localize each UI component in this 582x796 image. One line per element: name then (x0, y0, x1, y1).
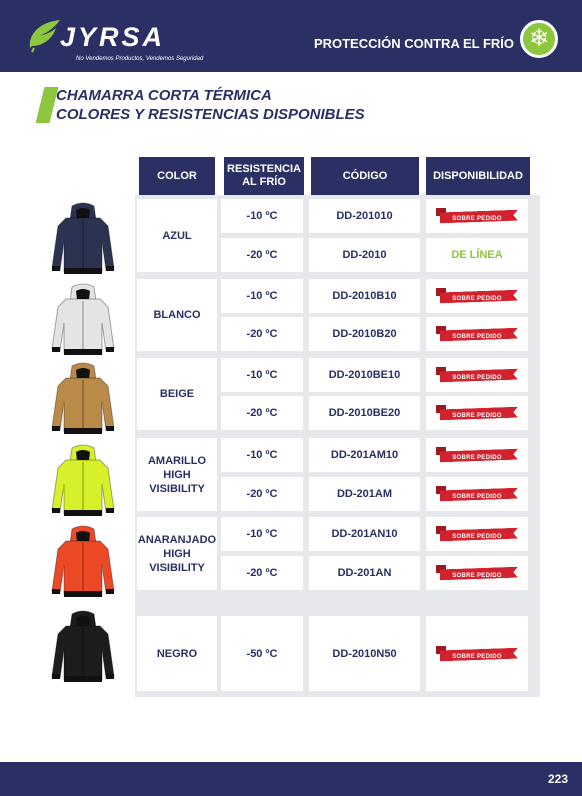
resistance-cell: -10 ºC (221, 438, 303, 472)
on-order-badge (436, 288, 518, 304)
column-header-color: COLOR (139, 157, 215, 195)
on-order-badge (436, 565, 518, 581)
code-cell: DD-2010BE20 (309, 396, 420, 430)
jacket-image (48, 610, 118, 686)
availability-cell (426, 517, 528, 551)
on-order-badge (436, 326, 518, 342)
jacket-image (48, 283, 118, 359)
section-title: PROTECCIÓN CONTRA EL FRÍO (313, 36, 514, 51)
color-cell: AZUL (137, 199, 217, 272)
resistance-cell: -10 ºC (221, 199, 303, 233)
resistance-cell: -50 ºC (221, 616, 303, 691)
color-cell: ANARANJADO HIGH VISIBILITY (137, 517, 217, 590)
resistance-cell: -20 ºC (221, 477, 303, 511)
resistance-cell: -20 ºC (221, 238, 303, 272)
availability-cell (426, 438, 528, 472)
badge-label: SOBRE PEDIDO (452, 216, 502, 222)
badge-label: SOBRE PEDIDO (452, 375, 502, 381)
column-header-availability: DISPONIBILIDAD (426, 157, 530, 195)
color-cell: AMARILLO HIGH VISIBILITY (137, 438, 217, 511)
code-cell: DD-2010 (309, 238, 420, 272)
jacket-image (48, 362, 118, 438)
page-footer (0, 762, 582, 796)
on-order-badge (436, 405, 518, 421)
jacket-image (48, 444, 118, 520)
code-cell: DD-201AN (309, 556, 420, 590)
resistance-cell: -20 ºC (221, 317, 303, 351)
badge-label: SOBRE PEDIDO (452, 494, 502, 500)
badge-label: SOBRE PEDIDO (452, 334, 502, 340)
code-cell: DD-201AN10 (309, 517, 420, 551)
code-cell: DD-2010BE10 (309, 358, 420, 392)
availability-cell (426, 317, 528, 351)
page-header (0, 0, 582, 72)
code-cell: DD-201AM10 (309, 438, 420, 472)
brand-slogan: No Vendemos Productos, Vendemos Seguridad (76, 56, 204, 62)
page-title (56, 86, 365, 124)
availability-cell (426, 556, 528, 590)
badge-label: SOBRE PEDIDO (452, 573, 502, 579)
jacket-image (48, 525, 118, 601)
code-cell: DD-201010 (309, 199, 420, 233)
resistance-cell: -10 ºC (221, 279, 303, 313)
badge-label: SOBRE PEDIDO (452, 296, 502, 302)
column-header-code: CÓDIGO (311, 157, 419, 195)
color-cell: BEIGE (137, 358, 217, 430)
code-cell: DD-2010N50 (309, 616, 420, 691)
availability-cell (426, 279, 528, 313)
color-cell: BLANCO (137, 279, 217, 351)
jacket-image (48, 202, 118, 278)
on-order-badge (436, 447, 518, 463)
on-order-badge (436, 367, 518, 383)
title-line-2: COLORES Y RESISTENCIAS DISPONIBLES (56, 106, 365, 123)
color-cell: NEGRO (137, 616, 217, 691)
on-order-badge (436, 486, 518, 502)
badge-label: SOBRE PEDIDO (452, 413, 502, 419)
code-cell: DD-2010B20 (309, 317, 420, 351)
in-line-label: DE LÍNEA (451, 249, 503, 261)
availability-cell (426, 477, 528, 511)
snowflake-icon: ❄ (520, 20, 558, 58)
page-number: 223 (547, 772, 568, 786)
availability-cell (426, 616, 528, 691)
availability-cell (426, 396, 528, 430)
code-cell: DD-201AM (309, 477, 420, 511)
resistance-cell: -20 ºC (221, 556, 303, 590)
availability-cell (426, 358, 528, 392)
resistance-cell: -20 ºC (221, 396, 303, 430)
on-order-badge (436, 526, 518, 542)
badge-label: SOBRE PEDIDO (452, 653, 502, 660)
availability-cell (426, 199, 528, 233)
brand-logo (26, 16, 226, 66)
badge-label: SOBRE PEDIDO (452, 534, 502, 540)
resistance-cell: -10 ºC (221, 517, 303, 551)
availability-table (135, 195, 540, 697)
brand-name: JYRSA (60, 22, 166, 52)
title-line-1: CHAMARRA CORTA TÉRMICA (56, 87, 272, 104)
badge-label: SOBRE PEDIDO (452, 455, 502, 461)
on-order-badge (436, 646, 518, 662)
code-cell: DD-2010B10 (309, 279, 420, 313)
resistance-cell: -10 ºC (221, 358, 303, 392)
on-order-badge (436, 208, 518, 224)
column-header-resistance: RESISTENCIA AL FRÍO (224, 157, 304, 195)
availability-cell (426, 238, 528, 272)
